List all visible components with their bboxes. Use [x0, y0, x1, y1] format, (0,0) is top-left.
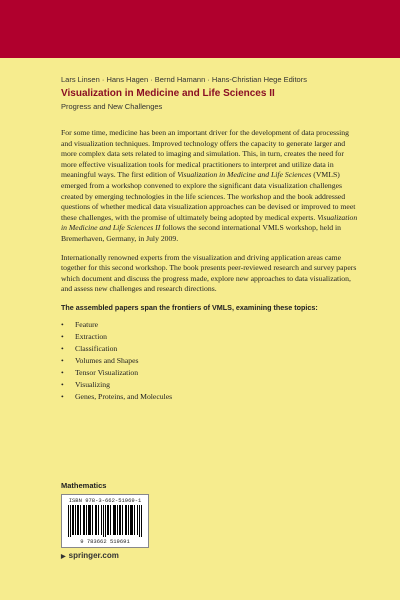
p1-text-b: (VMLS) emerged from a workshop convened to explore the significant data visualization challenges created by emerging technologies in the life sciences. The workshop and the book addressed questions of whether medical data visualization approaches can be devised or improved to meet these challenges, with the promise of ultimately being adopted by medical experts. — [61, 170, 356, 222]
top-color-band — [0, 0, 400, 58]
topic-label: Feature — [75, 319, 99, 329]
bullet-icon: • — [61, 379, 64, 389]
list-item — [61, 356, 361, 367]
barcode-digits: 9 783662 519691 — [80, 538, 130, 545]
list-item — [61, 332, 361, 343]
bullet-icon: • — [61, 355, 64, 365]
p1-text-a: For some time, medicine has been an important driver for the development of data processing and visualization techniques. Improved technology offers the capacity to generate larger and more complex data sets related to imaging and simulation. This, in turn, creates the need for more effective visualization tools for medical practitioners to interpret and utilize data in meaningful ways. The first edition of — [61, 128, 349, 180]
book-title: Visualization in Medicine and Life Sciences II — [61, 88, 275, 99]
list-item — [61, 392, 361, 403]
topic-label: Tensor Visualization — [75, 367, 139, 377]
topic-label: Classification — [75, 343, 118, 353]
topic-label: Extraction — [75, 331, 108, 341]
publisher-label: springer.com — [68, 551, 119, 560]
list-item — [61, 368, 361, 379]
book-header — [61, 75, 381, 111]
publisher-link[interactable] — [61, 551, 119, 560]
p1-italic-title-2: Visualization in Medicine and Life Sciences II — [61, 212, 358, 233]
topic-label: Volumes and Shapes — [75, 355, 139, 365]
p1-italic-title-1: Visualization in Medicine and Life Sciences — [177, 170, 312, 180]
bullet-icon: • — [61, 319, 64, 329]
bullet-icon: • — [61, 331, 64, 341]
blurb-content — [61, 128, 361, 404]
p1-text-c: follows the second international VMLS workshop, held in Bremerhaven, Germany, in July 2009. — [61, 223, 341, 243]
bullet-icon: • — [61, 392, 64, 402]
barcode-icon — [68, 505, 142, 537]
topic-label: Visualizing — [75, 379, 110, 389]
book-subtitle: Progress and New Challenges — [61, 102, 163, 111]
list-item — [61, 344, 361, 355]
subject-category: Mathematics — [61, 481, 107, 490]
paragraph-2: Internationally renowned experts from the visualization and driving application areas came together for this second workshop. The book presents peer-reviewed research and survey papers which document and discuss the progress made, explore new approaches to data visualization, and assess new challenges and research directions. — [61, 252, 357, 294]
list-item — [61, 320, 361, 331]
editors-line: Lars Linsen · Hans Hagen · Bernd Hamann · Hans-Christian Hege Editors — [61, 75, 307, 84]
topics-heading: The assembled papers span the frontiers of VMLS, examining these topics: — [61, 302, 318, 312]
paragraph-1 — [61, 128, 361, 245]
barcode-block — [61, 494, 149, 548]
bullet-icon: • — [61, 343, 64, 353]
bullet-icon: • — [61, 367, 64, 377]
topic-label: Genes, Proteins, and Molecules — [75, 392, 173, 402]
arrow-right-icon: ▶ — [61, 554, 66, 560]
topics-list — [61, 320, 361, 403]
list-item — [61, 380, 361, 391]
isbn-text: ISBN 978-3-662-51969-1 — [68, 497, 142, 504]
